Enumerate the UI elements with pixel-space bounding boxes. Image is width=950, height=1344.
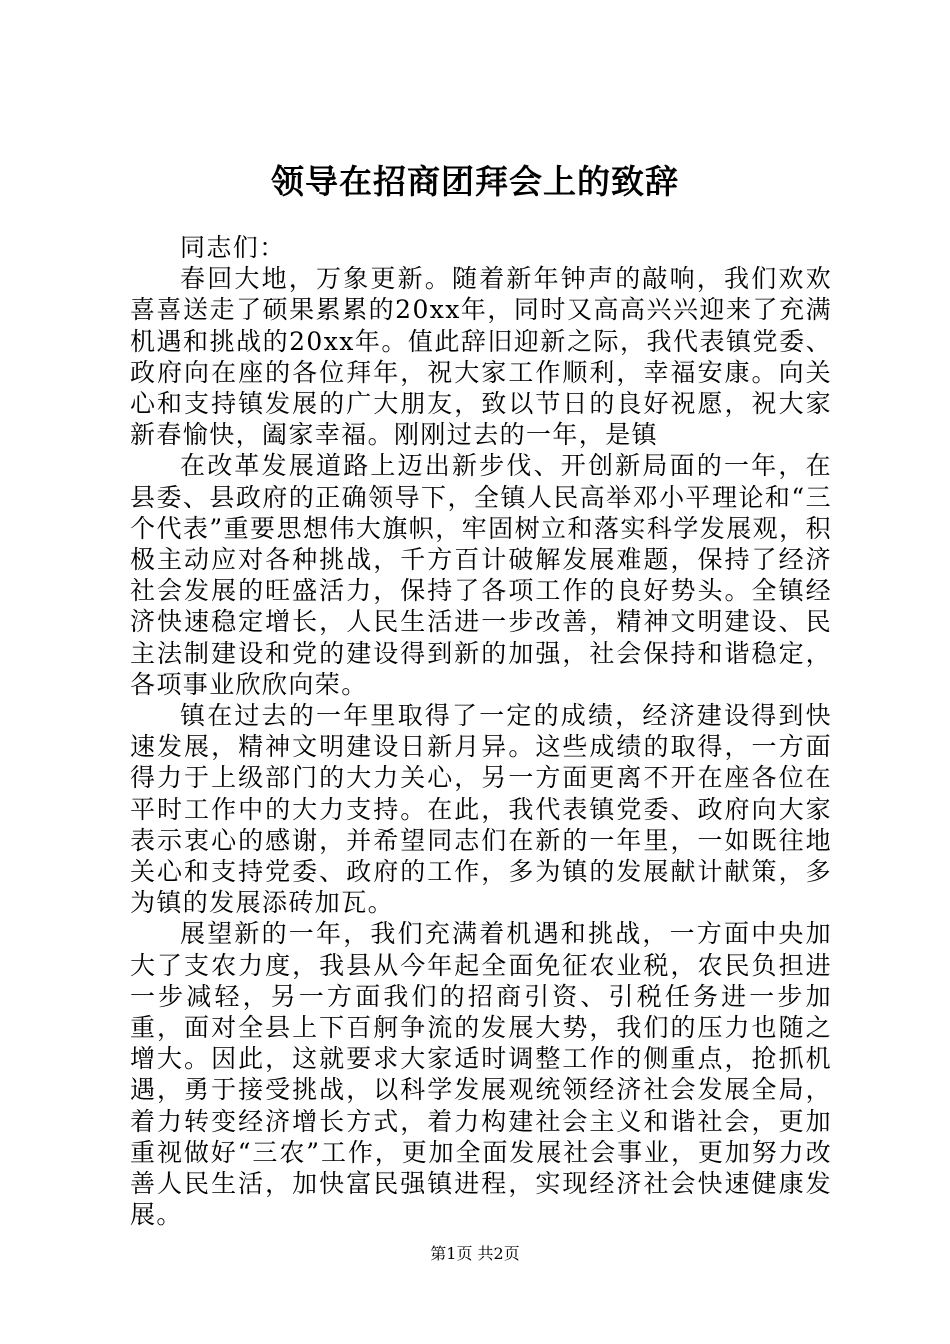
paragraph: 春回大地，万象更新。随着新年钟声的敲响，我们欢欢喜喜送走了硕果累累的20xx年，同时又高高兴兴迎来了充满机遇和挑战的20xx年。值此辞旧迎新之际，我代表镇党委、政府向在座的各位拜年，祝大家工作顺利，幸福安康。向关心和支持镇发展的广大朋友，致以节日的良好祝愿，祝大家新春愉快，阖家幸福。刚刚过去的一年，是镇 xyxy=(130,264,832,450)
paragraph: 展望新的一年，我们充满着机遇和挑战，一方面中央加大了支农力度，我县从今年起全面免征农业税，农民负担进一步减轻，另一方面我们的招商引资、引税任务进一步加重，面对全县上下百舸争流的发展大势，我们的压力也随之增大。因此，这就要求大家适时调整工作的侧重点，抢抓机遇，勇于接受挑战，以科学发展观统领经济社会发展全局，着力转变经济增长方式，着力构建社会主义和谐社会，更加重视做好“三农”工作，更加全面发展社会事业，更加努力改善人民生活，加快富民强镇进程，实现经济社会快速健康发展。 xyxy=(130,919,832,1230)
salutation: 同志们： xyxy=(180,233,286,262)
document-title: 领导在招商团拜会上的致辞 xyxy=(271,162,679,201)
document-body xyxy=(130,232,832,1231)
paragraph: 在改革发展道路上迈出新步伐、开创新局面的一年，在县委、县政府的正确领导下，全镇人民高举邓小平理论和“三个代表”重要思想伟大旗帜，牢固树立和落实科学发展观，积极主动应对各种挑战，千方百计破解发展难题，保持了经济社会发展的旺盛活力，保持了各项工作的良好势头。全镇经济快速稳定增长，人民生活进一步改善，精神文明建设、民主法制建设和党的建设得到新的加强，社会保持和谐稳定，各项事业欣欣向荣。 xyxy=(130,451,832,699)
paragraph: 镇在过去的一年里取得了一定的成绩，经济建设得到快速发展，精神文明建设日新月异。这些成绩的取得，一方面得力于上级部门的大力关心，另一方面更离不开在座各位在平时工作中的大力支持。在此，我代表镇党委、政府向大家表示衷心的感谢，并希望同志们在新的一年里，一如既往地关心和支持党委、政府的工作，多为镇的发展献计献策，多为镇的发展添砖加瓦。 xyxy=(130,701,832,918)
page-number: 第1页 共2页 xyxy=(430,1244,520,1263)
